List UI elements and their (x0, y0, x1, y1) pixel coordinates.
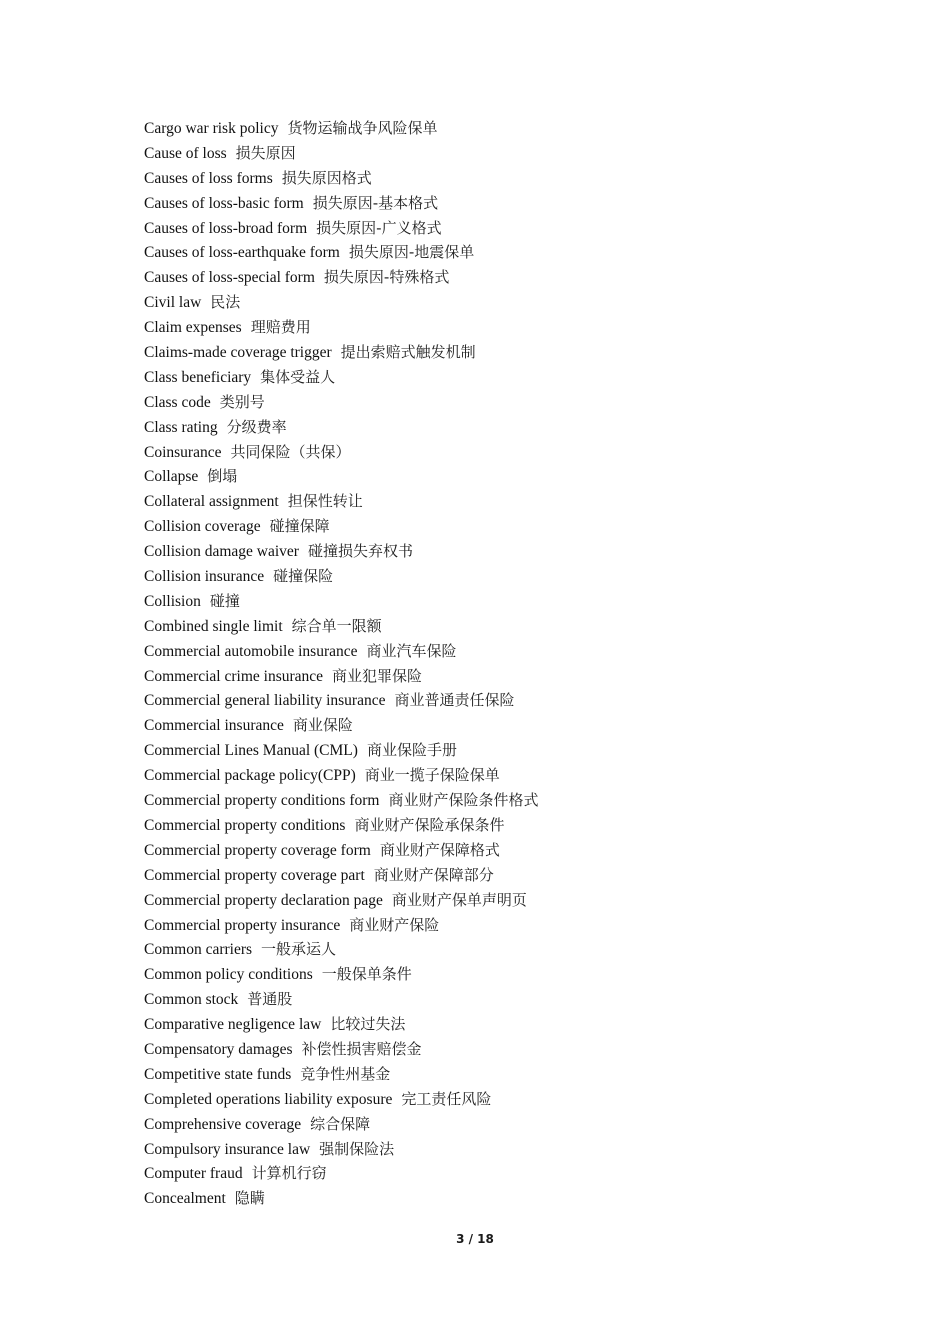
glossary-entry (144, 340, 538, 365)
term-chinese: 商业保险 (292, 716, 353, 735)
glossary-entry (144, 1161, 538, 1186)
term-english: Commercial Lines Manual (CML) (144, 742, 358, 760)
glossary-entry (144, 116, 538, 141)
term-chinese: 隐瞒 (234, 1189, 265, 1208)
glossary-entry (144, 713, 538, 738)
term-chinese: 商业普通责任保险 (394, 691, 515, 710)
term-chinese: 分级费率 (226, 417, 287, 436)
glossary-entry (144, 564, 538, 589)
term-english: Commercial property insurance (144, 916, 341, 934)
term-english: Commercial automobile insurance (144, 642, 358, 660)
term-english: Completed operations liability exposure (144, 1090, 393, 1108)
glossary-entry (144, 1037, 538, 1062)
glossary-entry (144, 913, 538, 938)
glossary-entry (144, 440, 538, 465)
term-english: Coinsurance (144, 443, 222, 461)
term-chinese: 提出索赔式触发机制 (340, 343, 476, 362)
glossary-entry (144, 514, 538, 539)
term-english: Claims-made coverage trigger (144, 344, 332, 362)
term-chinese: 集体受益人 (260, 367, 336, 386)
term-english: Cargo war risk policy (144, 120, 279, 137)
term-chinese: 碰撞保障 (269, 517, 330, 536)
term-english: Class rating (144, 418, 218, 436)
glossary-entry (144, 937, 538, 962)
term-english: Common stock (144, 991, 239, 1009)
term-english: Commercial property declaration page (144, 891, 383, 909)
glossary-entry (144, 888, 538, 913)
term-chinese: 综合保障 (310, 1114, 371, 1133)
term-english: Commercial property coverage form (144, 841, 371, 859)
term-chinese: 损失原因-特殊格式 (323, 268, 450, 287)
term-english: Computer fraud (144, 1165, 243, 1183)
glossary-entry (144, 315, 538, 340)
term-chinese: 商业犯罪保险 (332, 666, 423, 685)
term-chinese: 一般承运人 (261, 940, 337, 959)
glossary-entry (144, 141, 538, 166)
glossary-entry (144, 216, 538, 241)
glossary-entry (144, 813, 538, 838)
term-english: Collision coverage (144, 518, 261, 536)
term-chinese: 商业保险手册 (366, 741, 457, 760)
glossary-entry (144, 962, 538, 987)
glossary-entry (144, 166, 538, 191)
term-english: Collision (144, 592, 201, 610)
term-chinese: 倒塌 (207, 467, 238, 486)
glossary-entry (144, 365, 538, 390)
term-english: Compensatory damages (144, 1040, 293, 1058)
term-english: Comparative negligence law (144, 1016, 322, 1034)
term-chinese: 商业一揽子保险保单 (364, 766, 500, 785)
term-chinese: 理赔费用 (250, 318, 311, 337)
term-english: Class beneficiary (144, 368, 252, 386)
term-chinese: 商业汽车保险 (366, 641, 457, 660)
glossary-entry (144, 838, 538, 863)
term-chinese: 一般保单条件 (321, 965, 412, 984)
term-english: Causes of loss-broad form (144, 219, 308, 237)
term-chinese: 综合单一限额 (291, 616, 382, 635)
glossary-entry (144, 738, 538, 763)
term-chinese: 碰撞损失弃权书 (307, 542, 413, 561)
term-english: Concealment (144, 1190, 226, 1208)
term-english: Causes of loss-special form (144, 269, 315, 287)
glossary-entry (144, 614, 538, 639)
term-chinese: 损失原因-广义格式 (316, 218, 442, 237)
glossary-entry (144, 987, 538, 1012)
glossary-entry (144, 390, 538, 415)
term-chinese: 损失原因-地震保单 (348, 243, 475, 262)
term-english: Commercial crime insurance (144, 667, 324, 685)
glossary-entry (144, 863, 538, 888)
glossary-entry (144, 290, 538, 315)
term-chinese: 完工责任风险 (401, 1089, 492, 1108)
glossary-entry (144, 265, 538, 290)
term-english: Civil law (144, 294, 202, 312)
glossary-entry (144, 589, 538, 614)
glossary-entry (144, 240, 538, 265)
term-english: Commercial general liability insurance (144, 692, 386, 710)
term-chinese: 商业财产保险条件格式 (388, 791, 539, 810)
glossary-entry (144, 1087, 538, 1112)
term-english: Causes of loss-earthquake form (144, 244, 340, 262)
glossary-entry (144, 1137, 538, 1162)
term-chinese: 比较过失法 (330, 1015, 406, 1034)
glossary-entry (144, 788, 538, 813)
glossary-entry (144, 415, 538, 440)
glossary-list (144, 116, 538, 1211)
term-chinese: 碰撞 (209, 591, 240, 610)
term-english: Collision insurance (144, 568, 265, 586)
term-chinese: 损失原因格式 (281, 168, 372, 187)
term-chinese: 损失原因-基本格式 (312, 193, 439, 212)
glossary-entry (144, 1186, 538, 1211)
term-english: Commercial insurance (144, 717, 284, 735)
term-chinese: 竞争性州基金 (300, 1064, 391, 1083)
glossary-entry (144, 191, 538, 216)
term-chinese: 碰撞保险 (273, 567, 334, 586)
term-english: Combined single limit (144, 617, 283, 635)
term-chinese: 担保性转让 (287, 492, 363, 511)
glossary-entry (144, 664, 538, 689)
glossary-entry (144, 1112, 538, 1137)
glossary-entry (144, 539, 538, 564)
glossary-entry (144, 639, 538, 664)
term-english: Common carriers (144, 941, 253, 959)
term-english: Commercial package policy(CPP) (144, 767, 356, 785)
term-chinese: 商业财产保险 (349, 915, 440, 934)
term-english: Comprehensive coverage (144, 1115, 302, 1133)
term-english: Causes of loss-basic form (144, 194, 304, 212)
term-english: Collateral assignment (144, 493, 279, 511)
term-english: Common policy conditions (144, 966, 313, 984)
term-chinese: 普通股 (247, 990, 293, 1009)
glossary-entry (144, 489, 538, 514)
term-english: Causes of loss forms (144, 169, 273, 187)
glossary-entry (144, 464, 538, 489)
term-english: Competitive state funds (144, 1065, 292, 1083)
term-chinese: 商业财产保障格式 (379, 840, 500, 859)
term-chinese: 强制保险法 (319, 1139, 395, 1158)
term-english: Commercial property conditions (144, 816, 346, 834)
term-chinese: 商业财产保障部分 (373, 865, 494, 884)
glossary-entry (144, 1012, 538, 1037)
term-chinese: 货物运输战争风险保单 (287, 119, 438, 137)
term-english: Class code (144, 393, 211, 411)
term-chinese: 补偿性损害赔偿金 (301, 1039, 422, 1058)
term-english: Collision damage waiver (144, 543, 299, 561)
term-chinese: 类别号 (219, 392, 265, 411)
term-english: Claim expenses (144, 319, 242, 337)
term-chinese: 商业财产保单声明页 (391, 890, 527, 909)
glossary-entry (144, 688, 538, 713)
term-english: Commercial property coverage part (144, 866, 365, 884)
term-english: Cause of loss (144, 144, 227, 162)
term-chinese: 损失原因 (235, 143, 296, 162)
glossary-entry (144, 1062, 538, 1087)
page-number: 3 / 18 (456, 1232, 494, 1246)
term-english: Commercial property conditions form (144, 792, 380, 810)
term-chinese: 计算机行窃 (251, 1164, 327, 1183)
term-english: Compulsory insurance law (144, 1140, 311, 1158)
term-english: Collapse (144, 468, 199, 486)
term-chinese: 民法 (210, 293, 241, 312)
term-chinese: 共同保险（共保） (230, 442, 351, 461)
glossary-entry (144, 763, 538, 788)
term-chinese: 商业财产保险承保条件 (354, 815, 505, 834)
